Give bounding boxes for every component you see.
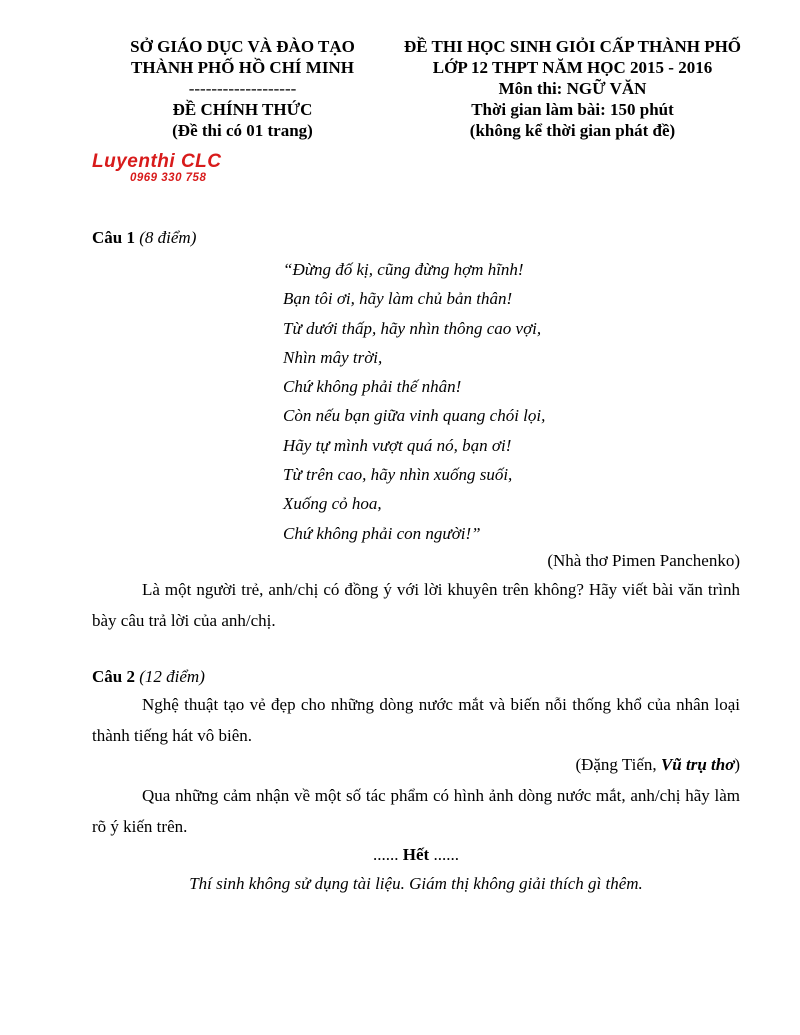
poem-line: Bạn tôi ơi, hãy làm chủ bản thân! xyxy=(283,289,513,309)
exam-duration: Thời gian làm bài: 150 phút xyxy=(471,100,674,119)
end-dots-right: ...... xyxy=(429,845,459,864)
poem-attribution: (Nhà thơ Pimen Panchenko) xyxy=(547,551,740,570)
end-dots-left: ...... xyxy=(373,845,403,864)
exam-info-block xyxy=(395,36,750,141)
question1-prompt-text: Là một người trẻ, anh/chị có đồng ý với lời khuyên trên không? Hãy viết bài văn trình bày câu trả lời của anh/chị. xyxy=(92,580,740,630)
poem-line: Còn nếu bạn giữa vinh quang chói lọi, xyxy=(283,406,546,426)
watermark-logo xyxy=(92,152,252,188)
attribution-work: Vũ trụ thơ xyxy=(660,755,735,774)
exam-title: ĐỀ THI HỌC SINH GIỎI CẤP THÀNH PHỐ xyxy=(403,37,742,56)
attribution-close: ) xyxy=(734,755,740,774)
candidate-note: Thí sinh không sử dụng tài liệu. Giám thị không giải thích gì thêm. xyxy=(189,874,643,893)
poem-line: “Đừng đố kị, cũng đừng hợm hĩnh! xyxy=(283,260,524,279)
question1-points: (8 điểm) xyxy=(139,228,197,247)
header-divider: ------------------- xyxy=(188,79,297,98)
watermark-phone: 0969 330 758 xyxy=(130,172,207,184)
end-marker xyxy=(92,845,740,865)
poem xyxy=(283,255,603,548)
quote-attribution xyxy=(575,755,740,775)
end-word: Hết xyxy=(402,845,430,864)
question1-label: Câu 1 xyxy=(92,228,135,247)
poem-line: Nhìn mây trời, xyxy=(283,347,383,367)
poem-line: Xuống cỏ hoa, xyxy=(283,494,382,514)
question2-quote xyxy=(92,689,740,751)
poem-line: Từ trên cao, hãy nhìn xuống suối, xyxy=(283,465,513,485)
question2-prompt-text: Qua những cảm nhận về một số tác phẩm có hình ảnh dòng nước mắt, anh/chị hãy làm rõ ý kiến trên. xyxy=(92,786,740,836)
exam-duration-note: (không kể thời gian phát đề) xyxy=(469,121,676,140)
page-count-note: (Đề thi có 01 trang) xyxy=(172,121,313,140)
poem-line: Chứ không phải con người!” xyxy=(283,523,481,543)
poem-line: Hãy tự mình vượt quá nó, bạn ơi! xyxy=(283,435,512,455)
issuer-department: SỞ GIÁO DỤC VÀ ĐÀO TẠO xyxy=(130,37,355,56)
question1-prompt xyxy=(92,574,740,636)
attribution-author: (Đặng Tiến, xyxy=(575,755,661,774)
question2-label: Câu 2 xyxy=(92,667,135,686)
exam-grade-year: LỚP 12 THPT NĂM HỌC 2015 - 2016 xyxy=(432,58,713,77)
exam-subject: Môn thi: NGỮ VĂN xyxy=(498,79,647,98)
question2-points: (12 điểm) xyxy=(139,667,205,686)
question2-prompt xyxy=(92,780,740,842)
official-exam-label: ĐỀ CHÍNH THỨC xyxy=(172,100,313,119)
poem-line: Chứ không phải thế nhân! xyxy=(283,377,462,397)
issuer-city: THÀNH PHỐ HỒ CHÍ MINH xyxy=(131,58,354,77)
poem-line: Từ dưới thấp, hãy nhìn thông cao vợi, xyxy=(283,318,542,338)
issuer-block xyxy=(110,36,375,141)
question2-heading xyxy=(92,667,205,687)
watermark-name: Luyenthi CLC xyxy=(92,151,222,172)
question2-quote-text: Nghệ thuật tạo vẻ đẹp cho những dòng nước mắt và biến nỗi thống khổ của nhân loại thành tiếng hát vô biên. xyxy=(92,695,740,745)
question1-heading xyxy=(92,228,196,248)
